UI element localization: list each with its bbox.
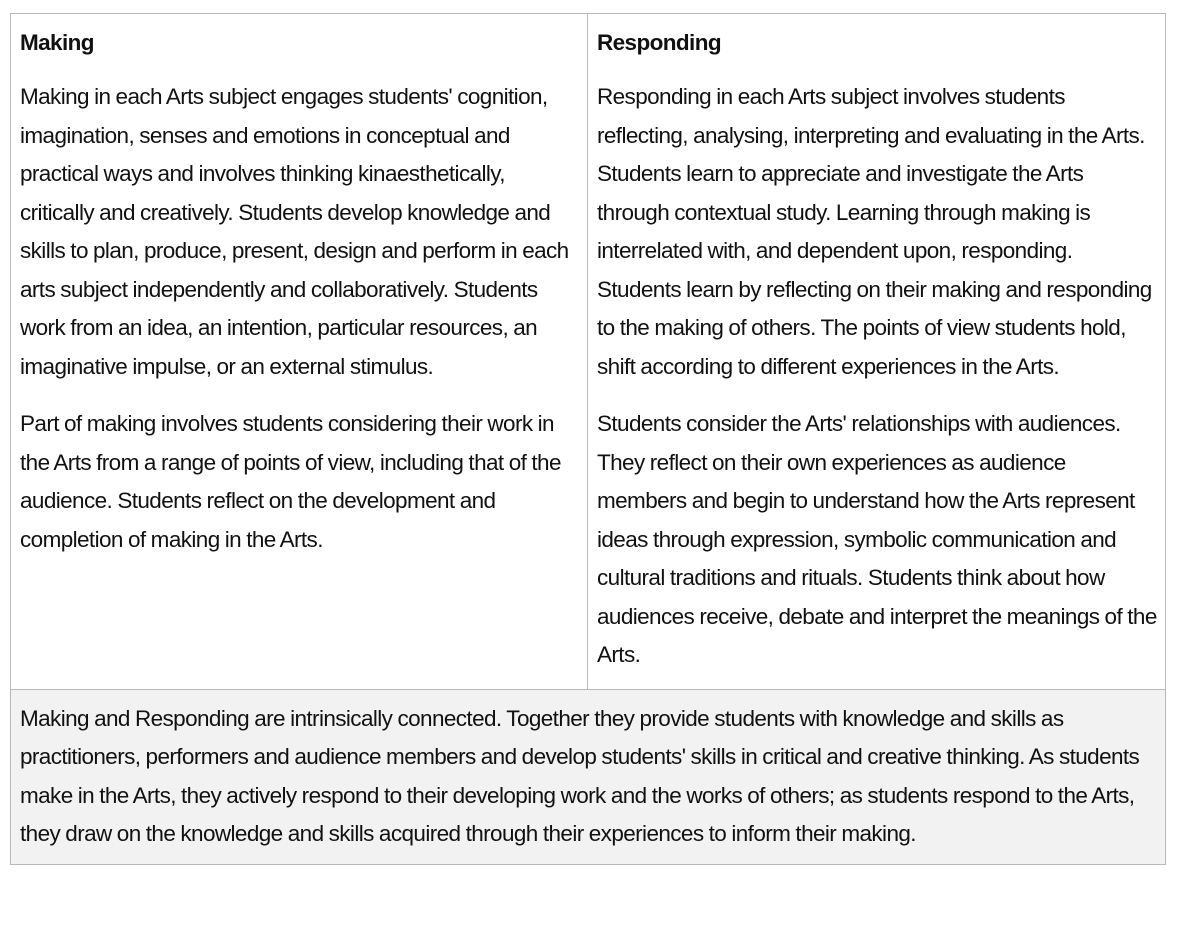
making-cell <box>11 14 588 690</box>
making-heading: Making <box>20 30 94 55</box>
summary-cell <box>11 689 1166 864</box>
making-paragraph-1: Making in each Arts subject engages students' cognition, imagination, senses and emotions in conceptual and practical ways and involves thinking kinaesthetically, critically and creatively. Students develop knowledge and skills to plan, produce, present, design and perform in each arts subject independently and collaboratively. Students work from an idea, an intention, particular resources, an imaginative impulse, or an external stimulus. <box>20 84 569 379</box>
responding-paragraph-2: Students consider the Arts' relationships with audiences. They reflect on their own experiences as audience members and begin to understand how the Arts represent ideas through expression, symbolic communication and cultural traditions and rituals. Students think about how audiences receive, debate and interpret the meanings of the Arts. <box>597 411 1157 667</box>
responding-cell <box>588 14 1166 690</box>
responding-paragraph-1: Responding in each Arts subject involves students reflecting, analysing, interpreting and evaluating in the Arts. Students learn to appreciate and investigate the Arts through contextual study. Learning through making is interrelated with, and dependent upon, responding. Students learn by reflecting on their making and responding to the making of others. The points of view students hold, shift according to different experiences in the Arts. <box>597 84 1152 379</box>
making-responding-table <box>10 13 1166 865</box>
making-paragraph-2: Part of making involves students considering their work in the Arts from a range of points of view, including that of the audience. Students reflect on the development and completion of making in the Arts. <box>20 411 561 552</box>
content-row <box>11 14 1166 690</box>
summary-paragraph: Making and Responding are intrinsically connected. Together they provide students with knowledge and skills as practitioners, performers and audience members and develop students' skills in critical and creative thinking. As students make in the Arts, they actively respond to their developing work and the works of others; as students respond to the Arts, they draw on the knowledge and skills acquired through their experiences to inform their making. <box>20 705 1140 846</box>
responding-heading: Responding <box>597 30 721 55</box>
summary-row <box>11 689 1166 864</box>
